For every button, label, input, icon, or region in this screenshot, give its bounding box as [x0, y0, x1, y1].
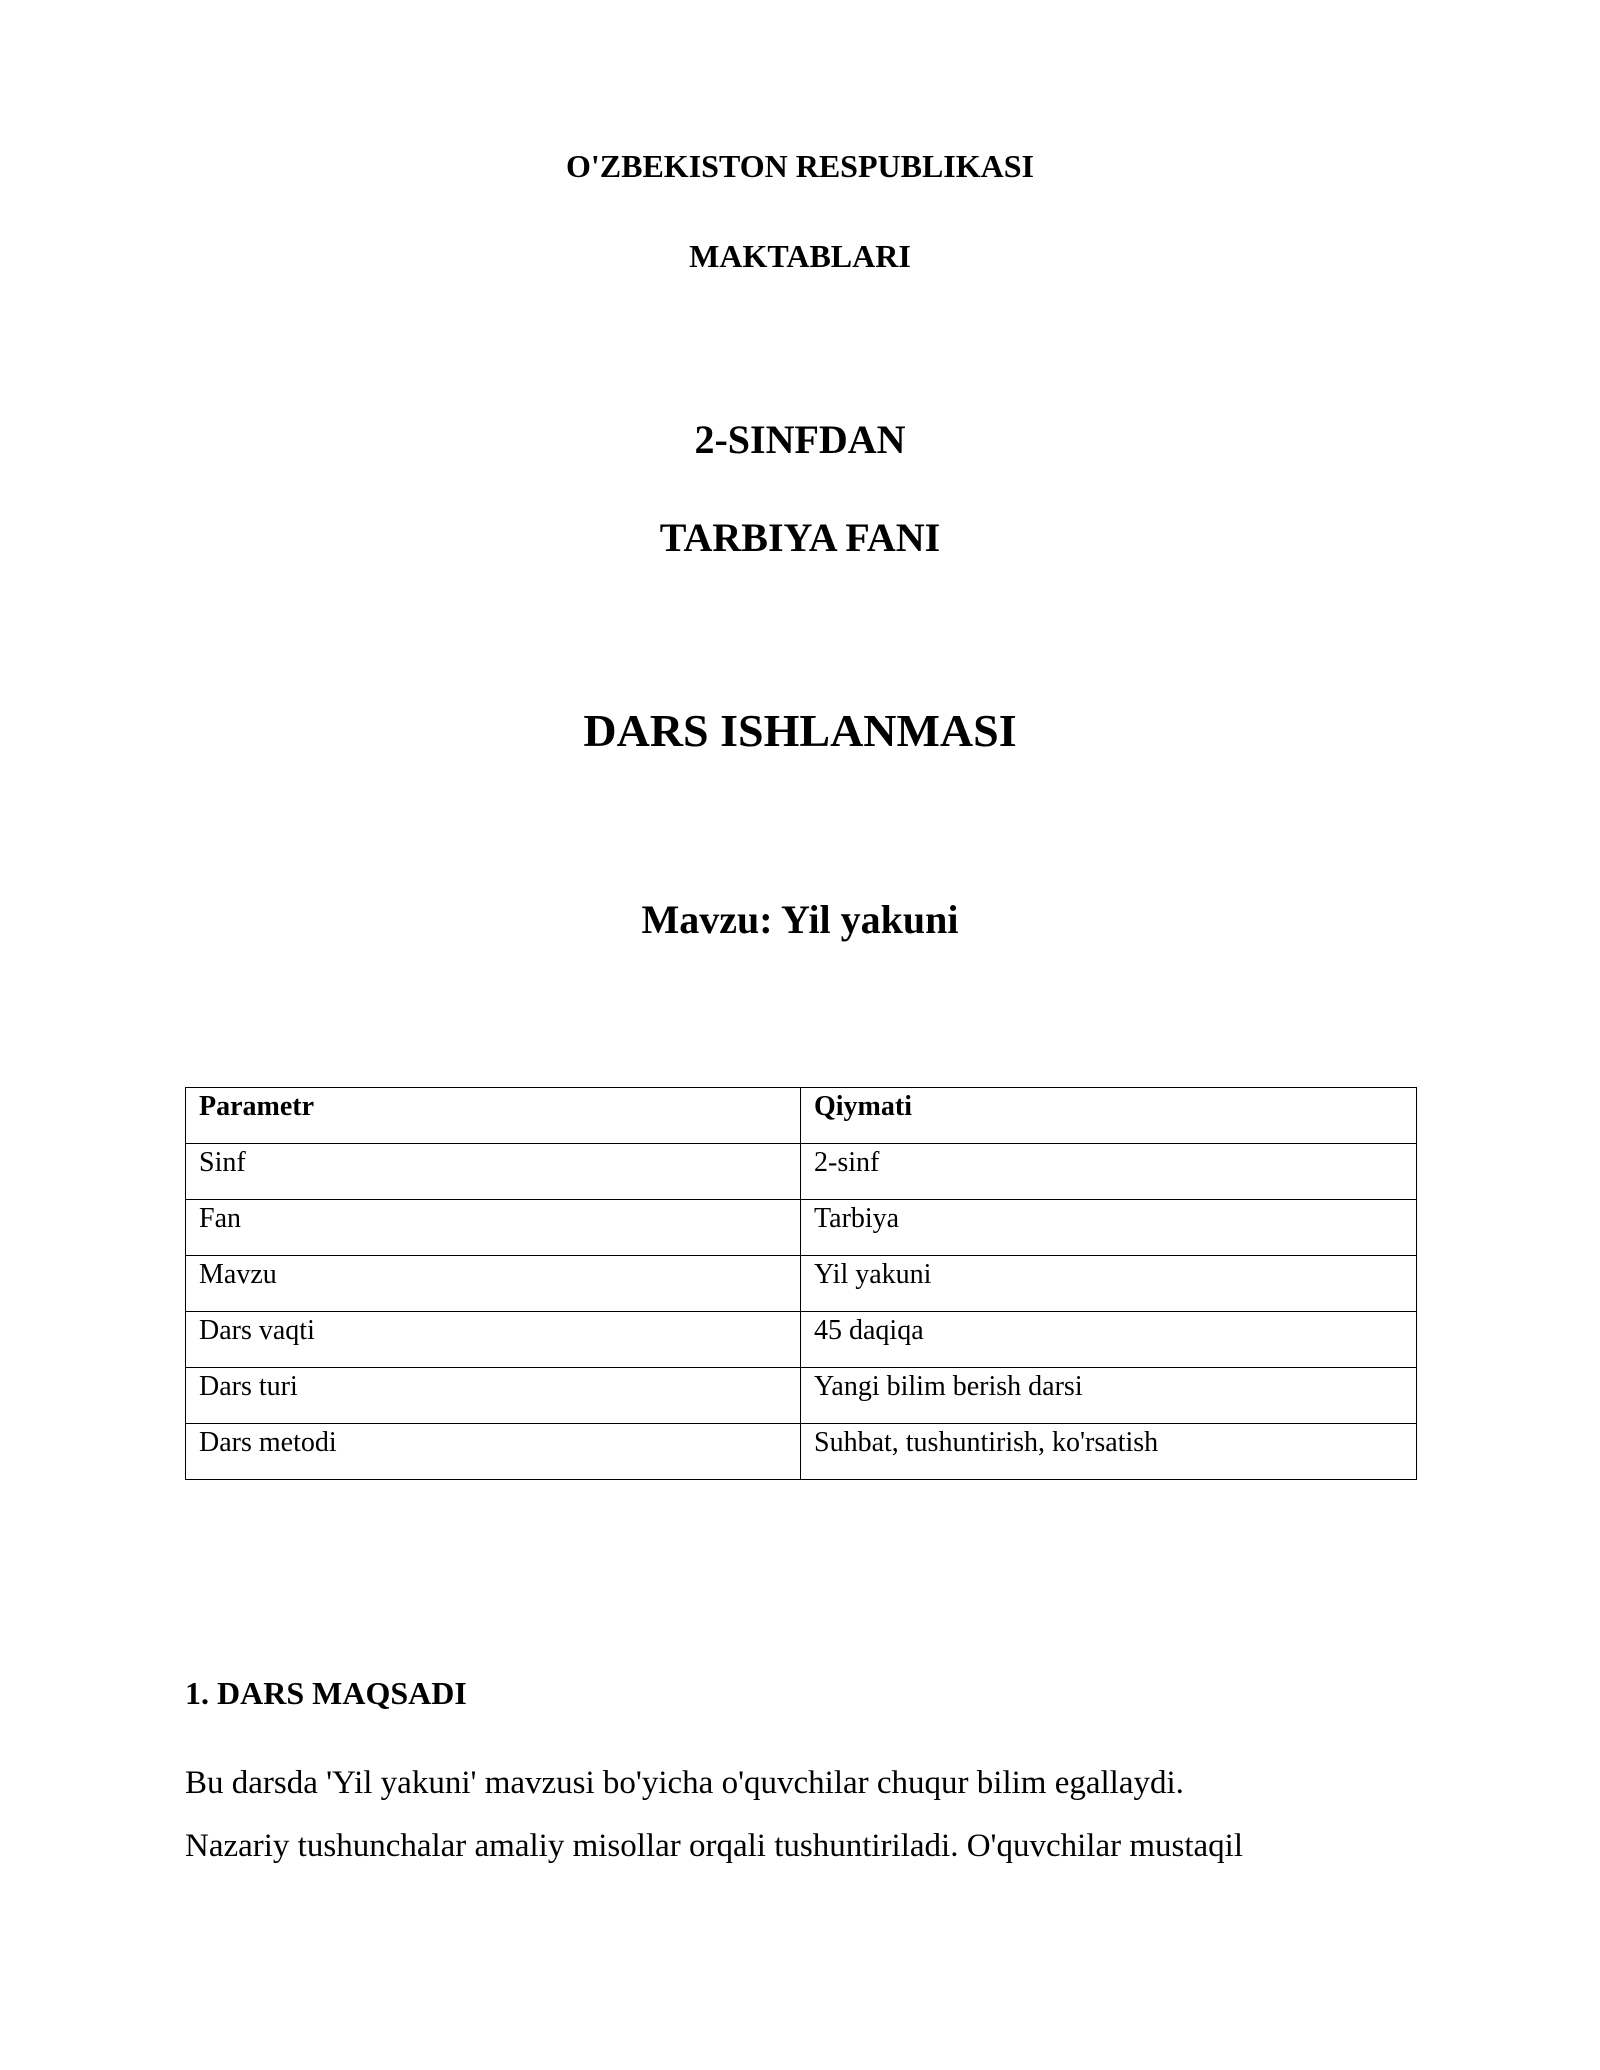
table-cell-parameter: Dars metodi [186, 1424, 801, 1480]
table-cell-value: Suhbat, tushuntirish, ko'rsatish [801, 1424, 1417, 1480]
column-header-parameter: Parametr [186, 1088, 801, 1144]
table-cell-value: Yangi bilim berish darsi [801, 1368, 1417, 1424]
table-cell-parameter: Fan [186, 1200, 801, 1256]
table-row [186, 1200, 1417, 1256]
table-cell-value: Yil yakuni [801, 1256, 1417, 1312]
table-cell-parameter: Sinf [186, 1144, 801, 1200]
lesson-parameters-table [185, 1087, 1417, 1480]
subject-title: TARBIYA FANI [659, 515, 941, 560]
table-row [186, 1368, 1417, 1424]
document-type-title: DARS ISHLANMASI [583, 705, 1017, 756]
table-row [186, 1256, 1417, 1312]
table-cell-value: Tarbiya [801, 1200, 1417, 1256]
country-title: O'ZBEKISTON RESPUBLIKASI [565, 148, 1034, 184]
table-cell-value: 45 daqiqa [801, 1312, 1417, 1368]
table-row [186, 1312, 1417, 1368]
column-header-value: Qiymati [801, 1088, 1417, 1144]
grade-title: 2-SINFDAN [694, 417, 906, 462]
paragraph-line: Bu darsda 'Yil yakuni' mavzusi bo'yicha o'quvchilar chuqur bilim egallaydi. [185, 1765, 1184, 1801]
table-cell-value: 2-sinf [801, 1144, 1417, 1200]
schools-title: MAKTABLARI [689, 238, 911, 274]
paragraph-line: Nazariy tushunchalar amaliy misollar orqali tushuntiriladi. O'quvchilar mustaqil [185, 1828, 1244, 1864]
table-row [186, 1144, 1417, 1200]
section-heading: 1. DARS MAQSADI [185, 1675, 467, 1711]
table-cell-parameter: Dars turi [186, 1368, 801, 1424]
table-row [186, 1424, 1417, 1480]
table-cell-parameter: Dars vaqti [186, 1312, 801, 1368]
table-header-row [186, 1088, 1417, 1144]
topic-title: Mavzu: Yil yakuni [641, 897, 959, 942]
table-cell-parameter: Mavzu [186, 1256, 801, 1312]
